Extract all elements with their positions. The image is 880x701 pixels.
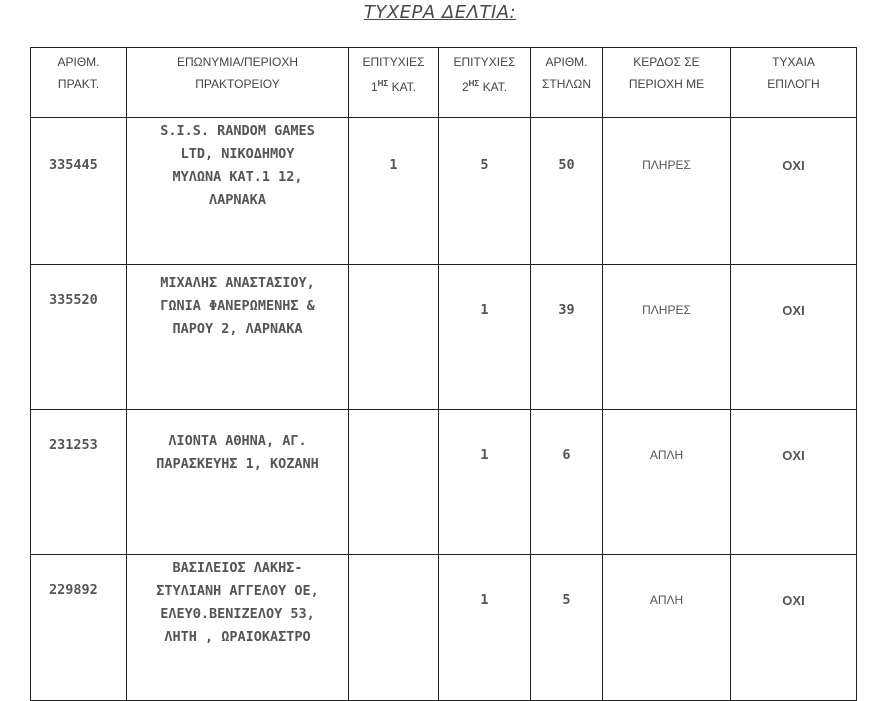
winning-tickets-table [30, 47, 857, 701]
second-category-wins: 1 [439, 555, 531, 701]
agency-code: 335445 [31, 118, 127, 265]
random-pick: ΟΧΙ [731, 265, 857, 410]
header-random-pick: ΤΥΧΑΙΑ ΕΠΙΛΟΓΗ [731, 48, 857, 118]
header-agency-number: ΑΡΙΘΜ. ΠΡΑΚΤ. [31, 48, 127, 118]
win-type: ΠΛΗΡΕΣ [603, 118, 731, 265]
header-agency-name: ΕΠΩΝΥΜΙΑ/ΠΕΡΙΟΧΗ ΠΡΑΚΤΟΡΕΙΟΥ [127, 48, 349, 118]
random-pick: ΟΧΙ [731, 555, 857, 701]
columns-count: 50 [531, 118, 603, 265]
random-pick: ΟΧΙ [731, 118, 857, 265]
header-columns-count: ΑΡΙΘΜ. ΣΤΗΛΩΝ [531, 48, 603, 118]
first-category-wins [349, 555, 439, 701]
random-pick: ΟΧΙ [731, 410, 857, 555]
table-row [31, 118, 857, 265]
second-category-wins: 1 [439, 410, 531, 555]
agency-name: ΜΙΧΑΛΗΣ ΑΝΑΣΤΑΣΙΟΥ, ΓΩΝΙΑ ΦΑΝΕΡΩΜΕΝΗΣ & ΠΑΡΟΥ 2, ΛΑΡΝΑΚΑ [127, 265, 349, 410]
table-row [31, 265, 857, 410]
win-type: ΑΠΛΗ [603, 410, 731, 555]
first-category-wins [349, 265, 439, 410]
second-category-wins: 5 [439, 118, 531, 265]
table-row [31, 410, 857, 555]
agency-code: 229892 [31, 555, 127, 701]
columns-count: 39 [531, 265, 603, 410]
columns-count: 5 [531, 555, 603, 701]
header-row [31, 48, 857, 118]
table-row [31, 555, 857, 701]
win-type: ΑΠΛΗ [603, 555, 731, 701]
agency-code: 335520 [31, 265, 127, 410]
agency-name: ΒΑΣΙΛΕΙΟΣ ΛΑΚΗΣ- ΣΤΥΛΙΑΝΗ ΑΓΓΕΛΟΥ ΟΕ, ΕΛΕΥΘ.ΒΕΝΙΖΕΛΟΥ 53, ΛΗΤΗ , ΩΡΑΙΟΚΑΣΤΡΟ [127, 555, 349, 701]
columns-count: 6 [531, 410, 603, 555]
agency-name: ΛΙΟΝΤΑ ΑΘΗΝΑ, ΑΓ. ΠΑΡΑΣΚΕΥΗΣ 1, ΚΟΖΑΝΗ [127, 410, 349, 555]
header-win-type: ΚΕΡΔΟΣ ΣΕ ΠΕΡΙΟΧΗ ΜΕ [603, 48, 731, 118]
header-second-category: ΕΠΙΤΥΧΙΕΣ $2^{H\Sigma}$ ΚΑΤ. [439, 48, 531, 118]
second-category-wins: 1 [439, 265, 531, 410]
agency-code: 231253 [31, 410, 127, 555]
agency-name: S.I.S. RANDOM GAMES LTD, ΝΙΚΟΔΗΜΟΥ ΜΥΛΩΝΑ ΚΑΤ.1 12, ΛΑΡΝΑΚΑ [127, 118, 349, 265]
win-type: ΠΛΗΡΕΣ [603, 265, 731, 410]
first-category-wins: 1 [349, 118, 439, 265]
first-category-wins [349, 410, 439, 555]
document-title: ΤΥΧΕΡΑ ΔΕΛΤΙΑ: [363, 2, 517, 23]
header-first-category: ΕΠΙΤΥΧΙΕΣ $1^{H\Sigma}$ ΚΑΤ. [349, 48, 439, 118]
